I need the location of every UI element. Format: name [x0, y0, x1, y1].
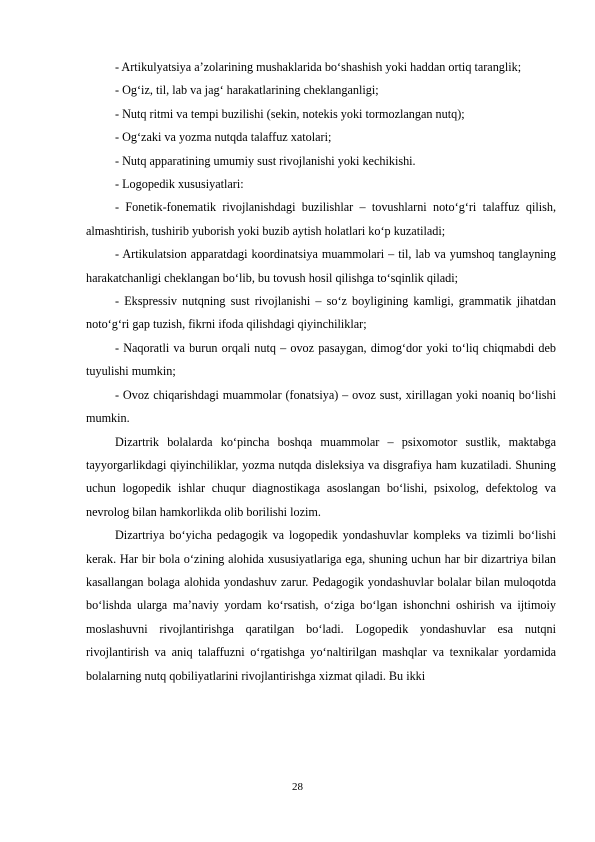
- paragraph-artikulatsion-apparat: - Artikulatsion apparatdagi koordinatsiya muammolari – til, lab va yumshoq tanglayning harakatchanligi cheklangan bo‘lib, bu tovush hosil qilishga to‘sqinlik qiladi;: [86, 247, 556, 285]
- paragraph-harakatlar-cheklanganligi: - Og‘iz, til, lab va jag‘ harakatlarining cheklanganligi;: [115, 83, 379, 98]
- paragraph-ekspressiv-nutq: - Ekspressiv nutqning sust rivojlanishi – so‘z boyligining kamligi, grammatik jihatdan noto‘g‘ri gap tuzish, fikrni ifoda qilishdagi qiyinchiliklar;: [86, 294, 556, 332]
- document-page: [86, 56, 556, 688]
- paragraph-naqoratli-nutq: - Naqoratli va burun orqali nutq – ovoz pasaygan, dimog‘dor yoki to‘liq chiqmabdi deb tuyulishi mumkin;: [86, 340, 556, 379]
- paragraph-nutq-ritmi: - Nutq ritmi va tempi buzilishi (sekin, notekis yoki tormozlangan nutq);: [115, 106, 465, 121]
- page-number: 28: [292, 781, 303, 793]
- paragraph-artikulyatsiya-mushaklari: - Artikulyatsiya a’zolarining mushaklarida bo‘shashish yoki haddan ortiq taranglik;: [115, 60, 522, 74]
- paragraph-logopedik-xususiyatlar: - Logopedik xususiyatlari:: [115, 177, 244, 192]
- paragraph-dizartrik-bolalar: Dizartrik bolalarda ko‘pincha boshqa muammolar – psixomotor sustlik, maktabga tayyorgarlikdagi qiyinchiliklar, yozma nutqda disleksiya va disgrafiya ham kuzatiladi. Shuning uchun logopedik ishlar chuqur diagnostikaga asoslangan bo‘lishi, psixolog, defektolog va nevrolog bilan hamkorlikda olib borilishi lozim.: [86, 434, 556, 519]
- paragraph-talaffuz-xatolari: - Og‘zaki va yozma nutqda talaffuz xatolari;: [115, 130, 332, 145]
- paragraph-fonetik-fonematik: - Fonetik-fonematik rivojlanishdagi buzilishlar – tovushlarni noto‘g‘ri talaffuz qilish, almashtirish, tushirib yuborish yoki buzib aytish holatlari ko‘p kuzatiladi;: [86, 200, 556, 238]
- paragraph-ovoz-muammolari: - Ovoz chiqarishdagi muammolar (fonatsiya) – ovoz sust, xirillagan yoki noaniq bo‘lishi mumkin.: [86, 387, 556, 426]
- paragraph-nutq-apparati: - Nutq apparatining umumiy sust rivojlanishi yoki kechikishi.: [115, 153, 416, 168]
- paragraph-yondashuvlar: Dizartriya bo‘yicha pedagogik va logopedik yondashuvlar kompleks va tizimli bo‘lishi kerak. Har bir bola o‘zining alohida xususiyatlariga ega, shuning uchun har bir dizartriya bilan kasallangan bolaga alohida yondashuv zarur. Pedagogik yondashuvlar bolalar bilan muloqotda bo‘lishda ularga ma’naviy yordam ko‘rsatish, o‘ziga bo‘lgan ishonchni oshirish va ijtimoiy moslashuvni rivojlantirishga qaratilgan bo‘ladi. Logopedik yondashuvlar esa nutqni rivojlantirish va aniq talaffuzni o‘rgatishga yo‘naltirilgan mashqlar va texnikalar yordamida bolalarning nutq qobiliyatlarini rivojlantirishga xizmat qiladi. Bu ikki: [86, 528, 556, 683]
